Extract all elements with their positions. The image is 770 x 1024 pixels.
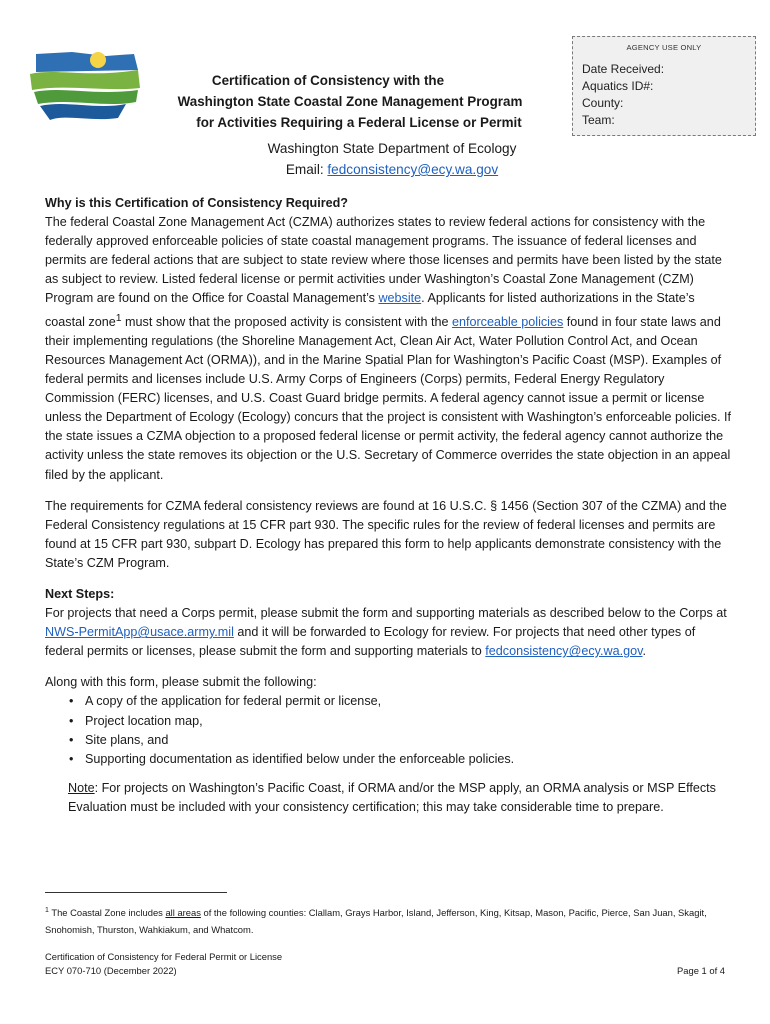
main-content (45, 194, 735, 817)
department-name: Washington State Department of Ecology (267, 141, 517, 156)
why-paragraph (45, 213, 735, 485)
why-text: must show that the proposed activity is consistent with the (121, 314, 452, 329)
next-steps-text: For projects that need a Corps permit, please submit the form and supporting materials as described below to the Corps at (45, 606, 727, 621)
agency-fields (573, 61, 755, 129)
logo-hills-shape (34, 90, 138, 104)
footer-form-info (45, 950, 282, 978)
footnote-text: of the following counties: Clallam, Grays Harbor, Island, Jefferson, King, Kitsap, Mason, Pacific, Pierce, San Juan, Skagit, Snohomish, Thurston, Wahkiakum, and Whatcom. (45, 907, 707, 936)
team-field: Team: (582, 113, 615, 127)
list-item-text: A copy of the application for federal permit or license, (85, 694, 382, 709)
ecology-email-link[interactable]: fedconsistency@ecy.wa.gov (485, 644, 643, 659)
list-item-text: Supporting documentation as identified below under the enforceable policies. (85, 751, 515, 766)
why-text: found in four state laws and their implementing regulations (the Shoreline Management Act, Clean Air Act, Water Pollution Control Act, and Ocean Resources Management Act (ORMA)), and in the Marine Spatial Plan for Washington’s Pacific Coast (MSP). Examples of federal permits and licenses include U.S. Army Corps of Engineers (Corps) permits, Federal Energy Regulatory Commission (FERC) licenses, and U.S. Coast Guard bridge permits. A federal agency cannot issue a permit or license unless the Department of Ecology (Ecology) concurs that the project is consistent with Washington’s enforceable policies. If the state issues a CZMA objection to a proposed federal license or permit activity, the federal agency cannot authorize the activity unless the state removes its objection or the U.S. Secretary of Commerce overrides the state objection in an appeal filed by the applicant. (45, 314, 732, 482)
bullet-icon: • (69, 713, 74, 728)
date-received-field: Date Received: (582, 62, 665, 76)
submit-intro: Along with this form, please submit the following: (45, 675, 317, 690)
page-number: Page 1 of 4 (677, 965, 725, 976)
next-steps-text: . (642, 644, 647, 659)
title-line: for Activities Requiring a Federal License or Permit (196, 115, 522, 130)
list-item (45, 750, 735, 769)
footer-form-number: ECY 070-710 (December 2022) (45, 965, 177, 976)
enforceable-policies-link[interactable]: enforceable policies (451, 314, 564, 329)
bullet-icon: • (69, 732, 74, 747)
agency-use-box (572, 36, 756, 136)
email-link[interactable]: fedconsistency@ecy.wa.gov (327, 162, 499, 177)
logo-sun-shape (90, 52, 106, 68)
list-item (45, 712, 735, 731)
footnote (45, 902, 725, 938)
note-text: : For projects on Washington’s Pacific Coast, if ORMA and/or the MSP apply, an ORMA analysis or MSP Effects Evaluation must be included with your consistency certification; this may take considerable time to prepare. (68, 780, 716, 814)
department-block (150, 138, 590, 180)
next-steps-paragraph (45, 604, 735, 661)
why-heading: Why is this Certification of Consistency Required? (45, 196, 348, 210)
footnote-divider (45, 892, 227, 893)
next-steps-text: and it will be forwarded to Ecology for review. For projects that need other types of federal permits or licenses, please submit the form and supporting materials to (45, 625, 696, 659)
list-item-text: Site plans, and (85, 732, 169, 747)
agency-use-title: AGENCY USE ONLY (626, 43, 702, 52)
logo-land-shape (30, 70, 140, 90)
requirements-paragraph: The requirements for CZMA federal consistency reviews are found at 16 U.S.C. § 1456 (Section 307 of the CZMA) and the Federal Consistency regulations at 15 CFR part 930. The specific rules for the review of federal licenses and permits are found at 15 CFR part 930, subpart D. Ecology has prepared this form to help applicants demonstrate consistency with the State’s CZM Program. (45, 498, 727, 570)
footer-form-title: Certification of Consistency for Federal Permit or License (45, 951, 283, 962)
county-field: County: (582, 96, 624, 110)
logo-water-shape (40, 104, 126, 120)
aquatics-id-field: Aquatics ID#: (582, 79, 654, 93)
email-label: Email: (285, 162, 328, 177)
footnote-text: The Coastal Zone includes (48, 907, 166, 919)
bullet-icon: • (69, 751, 74, 766)
why-text: . Applicants for listed authorizations in the State’s coastal zone (45, 291, 695, 329)
title-line: Washington State Coastal Zone Management Program (177, 94, 523, 109)
note-paragraph (45, 779, 735, 817)
next-steps-heading: Next Steps: (45, 586, 115, 601)
note-label: Note (68, 780, 95, 795)
document-title (150, 70, 550, 133)
footnote-ref[interactable]: 1 (115, 311, 122, 324)
corps-email-link[interactable]: NWS-PermitApp@usace.army.mil (45, 625, 234, 640)
email-line (194, 159, 590, 180)
footnote-text: all areas (165, 907, 201, 919)
ecology-logo (26, 48, 144, 124)
list-item (45, 692, 735, 711)
footnote-marker: 1 (45, 907, 49, 914)
why-text: The federal Coastal Zone Management Act (CZMA) authorizes states to review federal actions for consistency with the federally approved enforceable policies of state coastal management programs. The issuance of federal licenses and permits are federal actions that are subject to state review where those licenses and permits have been listed by the state as subject to review. Listed federal license or permit activities under Washington’s Coastal Zone Management (CZM) Program are found on the Office for Coastal Management’s (45, 215, 722, 306)
list-item (45, 731, 735, 750)
list-item-text: Project location map, (85, 713, 203, 728)
bullet-icon: • (69, 694, 74, 709)
website-link[interactable]: website (378, 291, 422, 306)
submission-list (45, 692, 735, 768)
title-line: Certification of Consistency with the (211, 73, 445, 88)
logo-sky-shape (36, 52, 138, 72)
